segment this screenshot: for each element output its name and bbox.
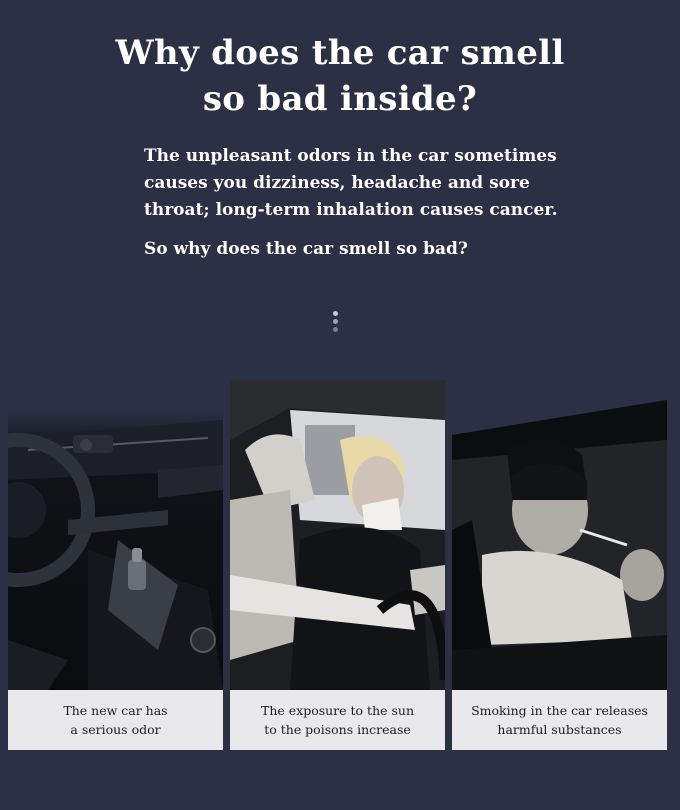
panel-new-car (8, 410, 223, 690)
intro-paragraph (144, 143, 604, 224)
caption-line-1: The exposure to the sun (260, 703, 415, 718)
caption-line-1: The new car has (63, 703, 168, 718)
caption-line-2: harmful substances (497, 722, 622, 737)
caption-line-2: a serious odor (70, 722, 161, 737)
car-interior-dashboard-photo (8, 410, 223, 690)
caption-line-2: to the poisons increase (264, 722, 411, 737)
man-smoking-in-car-photo (452, 380, 667, 690)
panel-smoking (452, 380, 667, 690)
dot-icon (333, 327, 338, 332)
intro-line-3: throat; long-term inhalation causes cancer. (144, 200, 558, 220)
caption-sun-exposure (230, 690, 445, 750)
caption-smoking (452, 690, 667, 750)
woman-covering-nose-photo (230, 380, 445, 690)
title-line-2: so bad inside? (202, 79, 478, 119)
caption-new-car (8, 690, 223, 750)
panel-sun-exposure (230, 380, 445, 690)
intro-line-1: The unpleasant odors in the car sometimes (144, 146, 557, 166)
caption-line-1: Smoking in the car releases (471, 703, 648, 718)
dot-icon (333, 319, 338, 324)
page-title (0, 30, 680, 122)
question-text: So why does the car smell so bad? (144, 239, 468, 259)
intro-line-2: causes you dizziness, headache and sore (144, 173, 530, 193)
dot-icon (333, 311, 338, 316)
title-line-1: Why does the car smell (115, 33, 565, 73)
vertical-dots-icon (333, 311, 339, 335)
